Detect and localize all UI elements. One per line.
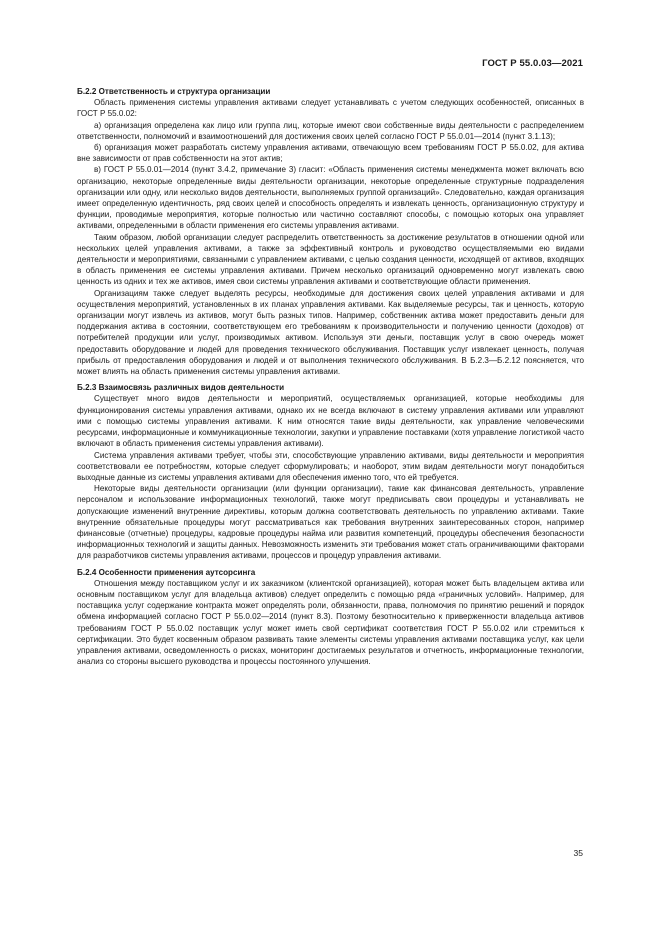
paragraph: Существует много видов деятельности и мероприятий, осуществляемых организацией, которые необходимы для функционирования системы управления активами, однако их не всегда включают в систему управления активами или управляют ими с помощью системы управления активами. К ним относятся такие виды деятельности, как управление человеческими ресурсами, информационные и коммуникационные технологии, закупки и управление поставками (хотя управление логистикой часто включают в область применения системы управления активами). — [77, 394, 584, 449]
paragraph: б) организация может разработать систему управления активами, отвечающую всем требованиям ГОСТ Р 55.0.02, для актива вне зависимости от прав собственности на этот актив; — [77, 143, 584, 164]
document-body — [77, 86, 584, 667]
paragraph: Некоторые виды деятельности организации (или функции организации), такие как финансовая деятельность, управление персоналом и использование информационных технологий, также могут предписывать свои процедуры и устанавливать не допускающие изменений внутренние директивы, которым должна соответствовать деятельность по управлению активами. Такие внутренние обязательные процедуры могут рассматриваться как требования внутренних заинтересованных сторон, например финансовые (отчетные) процедуры, кадровые процедуры найма или развития компетенций, процедуры обеспечения безопасности информационных технологий и защиты данных. Невозможность изменить эти требования может стать ограничивающими факторами для разработчиков системы управления активами, процессов и процедур управления активами. — [77, 484, 584, 561]
paragraph: Организациям также следует выделять ресурсы, необходимые для достижения своих целей управления активами и для осуществления мероприятий, установленных в их планах управления активами. Как выделяемые ресурсы, так и ценность, которую организации могут извлечь из активов, могут быть разных типов. Например, собственник актива может предоставить деньги для поддержания актива в состоянии, соответствующем его требованиям к производительности и получению ценности (доходов) от потребителей продукции или услуг, производимых активом. Используя эти деньги, поставщик услуг в свою очередь может предоставить оборудование и людей для проведения технического обслуживания. Поставщик услуг извлекает ценность, получая прибыль от предоставления оборудования и людей и от выполнения технического обслуживания. В Б.2.3—Б.2.12 поясняется, что может влиять на область применения системы управления активами. — [77, 288, 584, 377]
paragraph: Отношения между поставщиком услуг и их заказчиком (клиентской организацией), которая может быть владельцем актива или основным поставщиком услуг для владельца активов) следует определить с помощью ряда «граничных условий». Например, для поставщика услуг содержание контракта может определять роли, обязанности, права, полномочия по принятию решений и порядок обмена информацией согласно ГОСТ Р 55.0.02—2014 (пункт 8.3). Поэтому безотносительно к приверженности владельца активов требованиям ГОСТ Р 55.0.02 поставщик услуг может иметь свой сертификат соответствия ГОСТ Р 55.0.02 или стремиться к сертификации. Это будет косвенным образом развивать такие элементы системы управления активами поставщика услуг, как цели управления активами, осведомленность о рисках, мониторинг достигаемых результатов и отчетность, информационные технологии, анализ со стороны высшего руководства и процессы постоянного улучшения. — [77, 578, 584, 667]
paragraph: Таким образом, любой организации следует распределить ответственность за достижение результатов в отношении одной или нескольких целей управления активами, а также за эффективный контроль и руководство осуществляемыми ею видами деятельности и мероприятиями, связанными с управлением активами, с целью создания ценности, исходящей от активов, входящих в область применения ее системы управления активами. Причем несколько организаций одновременно могут извлекать свою ценность из одних и тех же активов, имея свои системы управления активами и соответствующие области применения. — [77, 232, 584, 287]
section-heading-b23: Б.2.3 Взаимосвязь различных видов деятельности — [77, 383, 285, 393]
section-heading-b24: Б.2.4 Особенности применения аутсорсинга — [77, 567, 256, 577]
section-heading-b22: Б.2.2 Ответственность и структура организации — [77, 87, 271, 96]
paragraph: а) организация определена как лицо или группа лиц, которые имеют свои собственные виды деятельности с распределением ответственности, полномочий и взаимоотношений для достижения своих целей согласно ГОСТ Р 55.0.01—2014 (пункт 3.1.13); — [77, 120, 584, 141]
paragraph: Система управления активами требует, чтобы эти, способствующие управлению активами, виды деятельности и мероприятия соответствовали ее потребностям, которые следует сформулировать; и наоборот, этим видам деятельности могут понадобиться выходные данные из системы управления активами для обеспечения именно того, что ей требуется. — [77, 450, 584, 482]
document-id: ГОСТ Р 55.0.03—2021 — [482, 58, 583, 69]
paragraph: в) ГОСТ Р 55.0.01—2014 (пункт 3.4.2, примечание 3) гласит: «Область применения системы менеджмента может включать всю организацию, некоторые определенные виды деятельности организации, некоторые определенные структурные подразделения организации или одну, или несколько видов деятельности, выполняемых группой организаций». Следовательно, каждая организация имеет определенную идентичность, ряд своих целей и способность определять и извлекать ценность, организационную структуру и функции, проводимые мероприятия, которые полностью или частично составляют способы, с помощью которых она управляет активами, определенными в области применения его системы управления активами. — [77, 165, 584, 231]
paragraph: Область применения системы управления активами следует устанавливать с учетом следующих особенностей, описанных в ГОСТ Р 55.0.02: — [77, 98, 584, 119]
page-number: 35 — [573, 848, 583, 858]
